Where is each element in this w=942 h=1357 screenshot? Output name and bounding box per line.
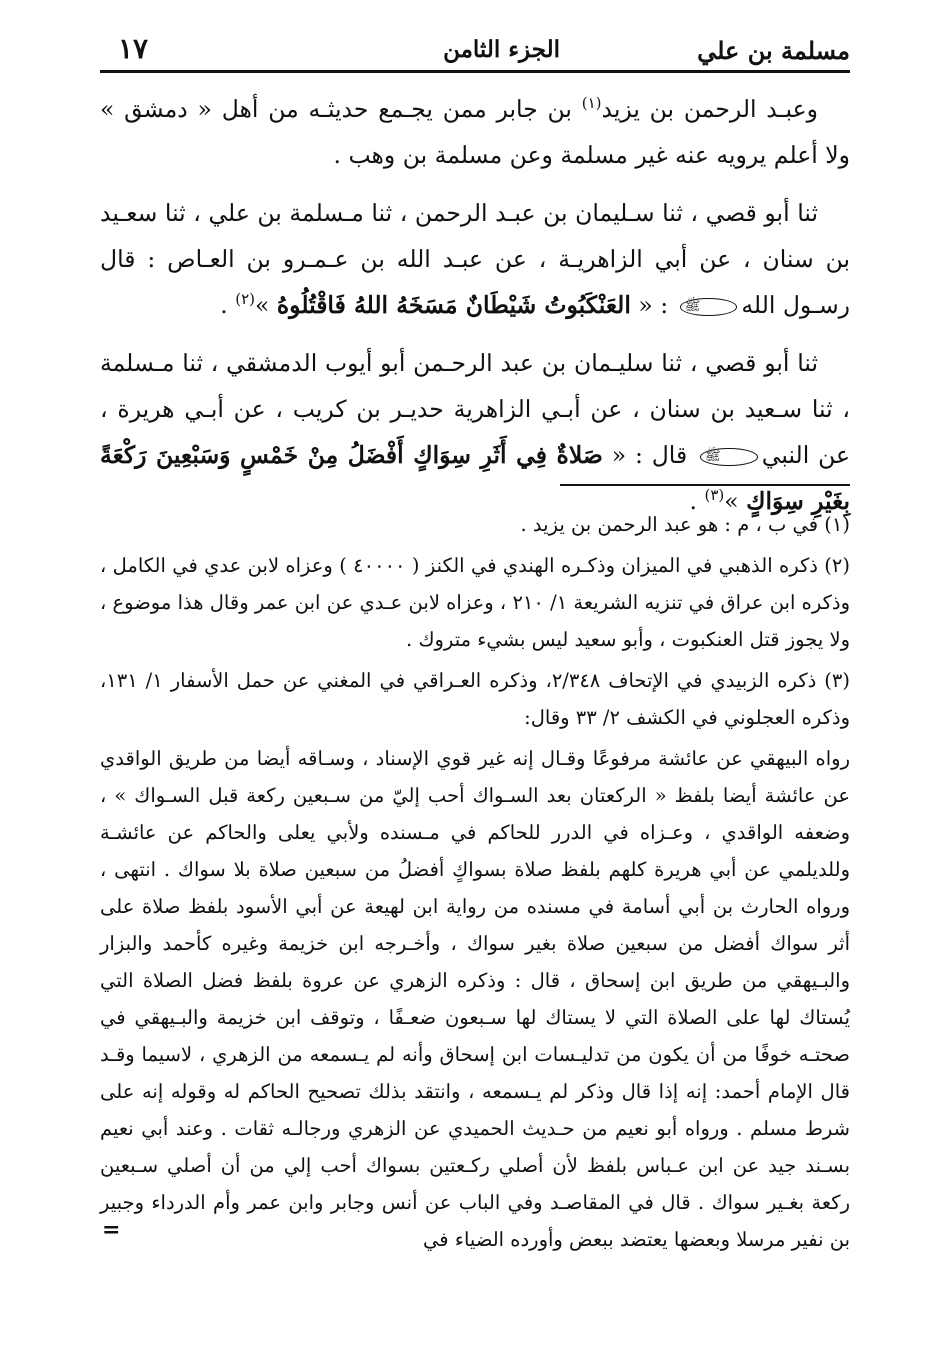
p3-text-b: قال : « — [602, 441, 697, 469]
main-text — [100, 86, 850, 524]
p2-text-d: . — [220, 291, 236, 319]
salutation-icon: ﷺ — [680, 298, 738, 316]
footnote-2: (٢) ذكره الذهبي في الميزان وذكـره الهندي في الكنز ( ٤٠٠٠٠ ) وعزاه لابن عدي في الكامل ، وذكره ابن عراق في تنزيه الشريعة ١/ ٢١٠ ، وعزاه لابن عـدي عن ابن عمر وقال هذا موضوع ، ولا يجوز قتل العنكبوت ، وأبو سعيد ليس بشيء متروك . — [100, 554, 850, 651]
p3-text-d: . — [689, 487, 705, 515]
p1-text-a: وعبـد الرحمن بن يزيد — [601, 95, 818, 123]
hadith-quote-1: العَنْكَبُوتُ شَيْطَانٌ مَسَخَهُ اللهُ فَاقْتُلُوهُ — [276, 291, 631, 319]
footnote-3-continued: رواه البيهقي عن عائشة مرفوعًا وقـال إنه غير قوي الإسناد ، وسـاقه أيضا من طريق الواقدي عن عائشة أيضا بلفظ « الركعتان بعد السـواك أحب إليّ من سـبعين ركعة قبل السـواك » ، وضعفه الواقدي ، وعـزاه في الدرر للحاكم في مـسنده ولأبي يعلى والحاكم عن عائشـة وللديلمي عن أبي هريرة كلهم بلفظ صلاة بسواكٍ أفضلُ من سبعين صلاة بلا سواك . انتهى ، ورواه الحارث بن أبي أسامة في مسنده من رواية ابن لهيعة عن أبي الأسود بلفظ صلاة على أثر سواك أفضل من سبعين صلاة بغير سواك ، وأخـرجه ابن خزيمة وغيره كأحمد والبزار والبـيهقي من طريق ابن إسحاق ، قال : وذكره الزهري عن عروة بلفظ فضل الصلاة التي يُستاك لها على الصلاة التي لا يستاك لها سـبعون ضعـفًا ، وتوقف ابن خزيمة والبـيهقي في صحتـه خوفًا من أن يكون من تدليـسات ابن إسحاق وأنه لم يـسمعه من الزهري ، لاسيما وقـد قال الإمام أحمد: إنه إذا قال وذكر لم يـسمعه ، وانتقد بذلك تصحيح الحاكم له وقوله إنه على شرط مسلم . ورواه أبو نعيم من حـديث الحميدي عن الزهري ورجالـه ثقات . وعند أبي نعيم بسـند جيد عن ابن عـباس بلفظ لأن أصلي ركـعتين بسواك أحب إلي من أن أصلي سـبعين ركعة بغـير سواك . قال في المقاصـد وفي الباب عن أنس وجابر وابن عمر وأم الدرداء وجبير بن نفير مرسلا وبعضها يعتضد ببعض وأورده الضياء في — [100, 747, 850, 1251]
footnote-ref-2: (٢) — [235, 290, 256, 308]
footnote-ref-1: (١) — [581, 94, 602, 112]
volume-title: الجزء الثامن — [443, 36, 560, 63]
p2-text-a: ثنا أبو قصي ، ثنا سـليمان بن عبـد الرحمن ، ثنا مـسلمة بن علي ، ثنا سعـيد بن سنان ، عن أبي الزاهريـة ، عن عبـد الله بن عـمـرو بن العـاص : قال رسـول الله — [100, 199, 850, 319]
continuation-mark: = — [102, 1217, 121, 1243]
paragraph-2 — [100, 190, 850, 328]
p1-text-b: بن جابر ممن يجـمع حديثـه من أهل « دمشق » ولا أعلم يرويه عنه غير مسلمة وعن مسلمة بن وهب . — [100, 95, 850, 169]
hadith-quote-2: صَلاةٌ فِي أَثَرِ سِوَاكٍ أَفْضَلُ مِنْ خَمْسٍ وَسَبْعِينَ رَكْعَةً بِغَيْرِ سِوَاكٍ — [100, 441, 850, 515]
footnotes — [100, 506, 850, 1258]
paragraph-3 — [100, 340, 850, 524]
footnote-3: (٣) ذكره الزبيدي في الإتحاف ٢/٣٤٨، وذكره العـراقي في المغني عن حمل الأسفار ١/ ١٣١، وذكره العجلوني في الكشف ٢/ ٣٣ وقال: — [100, 669, 850, 729]
footnote-1: (١) في ب ، م : هو عبد الرحمن بن يزيد . — [520, 513, 850, 536]
p2-text-b: : « — [630, 291, 676, 319]
page-header — [100, 24, 850, 73]
footnote-separator — [560, 484, 850, 486]
p2-text-c: » — [255, 291, 277, 319]
salutation-icon: ﷺ — [700, 448, 758, 466]
running-title: مسلمة بن علي — [697, 36, 850, 65]
p3-text-c: » — [724, 487, 747, 515]
p3-text-a: ثنا أبو قصي ، ثنا سليـمان بن عبد الرحـمن أبو أيوب الدمشقي ، ثنا مـسلمة ، ثنا سـعيد بن سنان ، عن أبـي الزاهرية حديـر بن كريب ، عن أبـي هريرة ، عن النبي — [100, 349, 850, 469]
page-number: ١٧ — [118, 32, 149, 65]
footnote-ref-3: (٣) — [704, 486, 725, 504]
paragraph-1 — [100, 86, 850, 178]
